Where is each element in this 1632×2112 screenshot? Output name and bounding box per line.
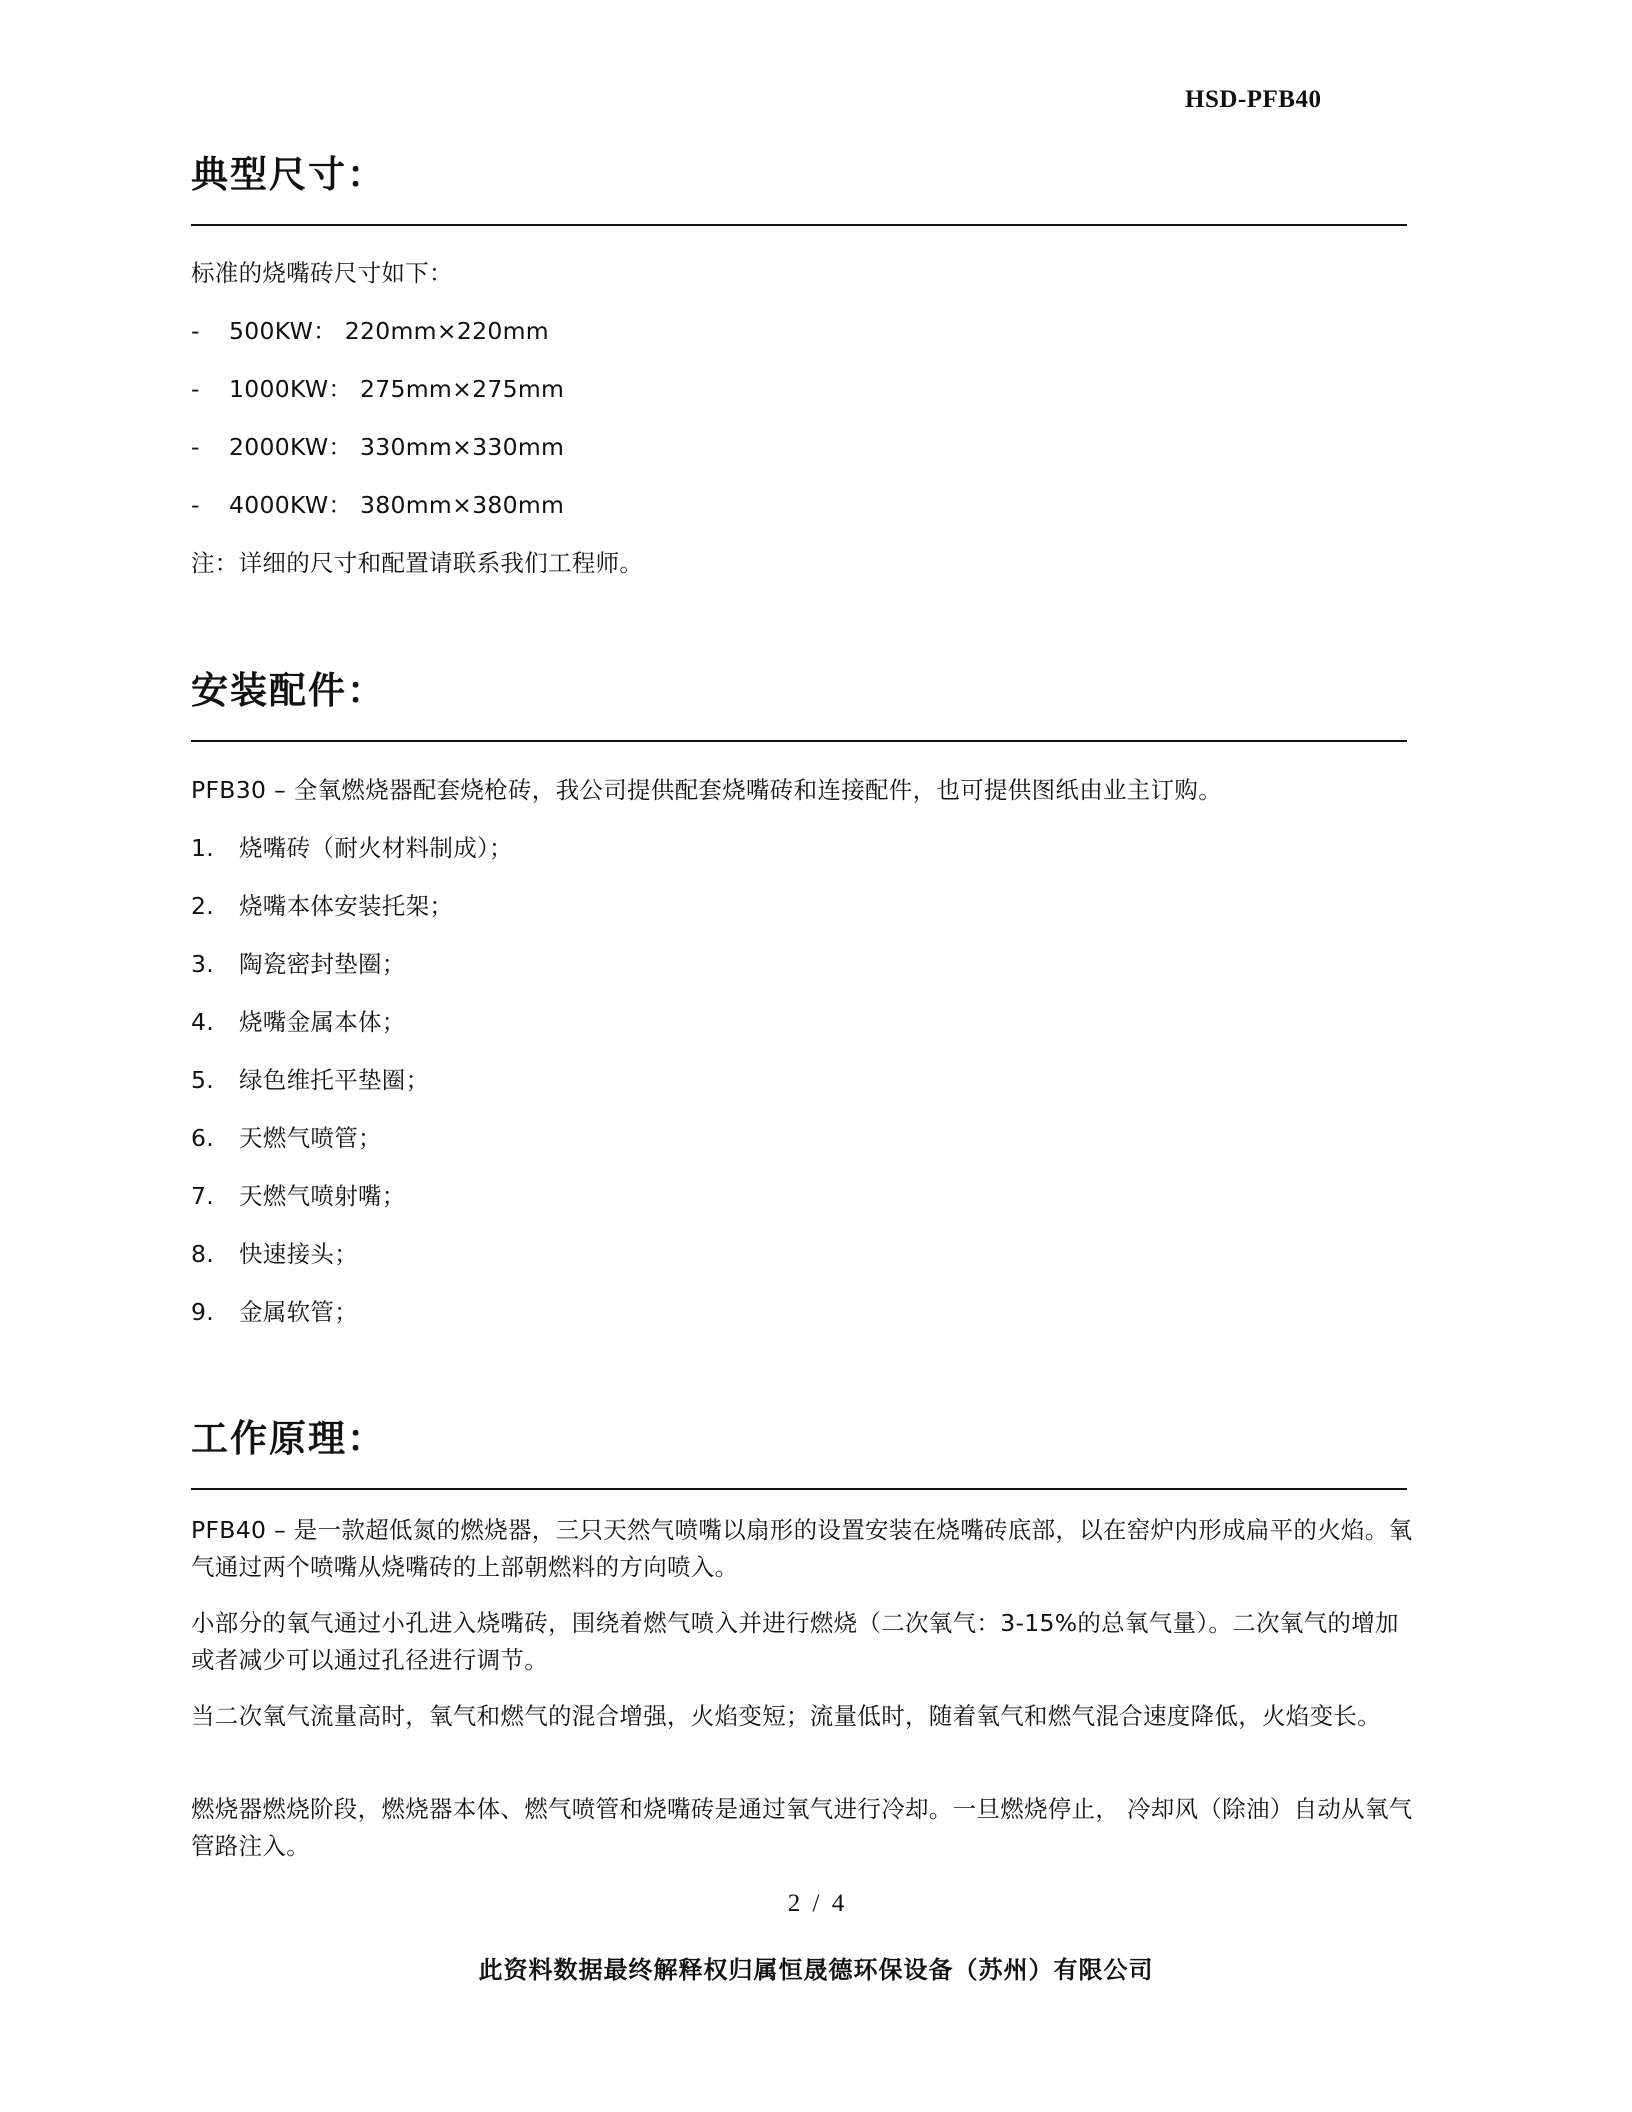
list-item [191,1061,429,1095]
list-bullet: - [191,491,200,519]
list-item-text: 500KW： 220mm×220mm [229,317,549,345]
list-number: 1. [191,834,215,862]
paragraph: 小部分的氧气通过小孔进入烧嘴砖，围绕着燃气喷入并进行燃烧（二次氧气：3-15%的总氧气量）。二次氧气的增加或者减少可以通过孔径进行调节。 [191,1609,1399,1674]
list-item-text: 天燃气喷管； [239,1124,382,1152]
paragraph: PFB40 – 是一款超低氮的燃烧器，三只天然气喷嘴以扇形的设置安装在烧嘴砖底部，以在窑炉内形成扁平的火焰。氧气通过两个喷嘴从烧嘴砖的上部朝燃料的方向喷入。 [191,1516,1413,1581]
list-item [191,887,453,921]
list-number: 4. [191,1008,215,1036]
list-item [191,312,549,346]
list-item [191,1235,358,1269]
list-item [191,486,564,520]
list-item-text: 1000KW： 275mm×275mm [229,375,565,403]
list-item-text: 陶瓷密封垫圈； [239,950,406,978]
dimensions-intro: 标准的烧嘴砖尺寸如下： [191,259,453,287]
section-title-accessories: 安装配件： [191,669,386,712]
paragraph: 燃烧器燃烧阶段，燃烧器本体、燃气喷管和烧嘴砖是通过氧气进行冷却。一旦燃烧停止， 冷却风（除油）自动从氧气管路注入。 [191,1795,1413,1860]
list-number: 8. [191,1240,215,1268]
list-item [191,370,564,404]
section-divider [191,224,1407,226]
paragraph: 当二次氧气流量高时，氧气和燃气的混合增强，火焰变短；流量低时，随着氧气和燃气混合速度降低，火焰变长。 [191,1702,1381,1730]
list-number: 9. [191,1298,215,1326]
accessories-intro: PFB30 – 全氧燃烧器配套烧枪砖，我公司提供配套烧嘴砖和连接配件，也可提供图纸由业主订购。 [191,776,1223,804]
document-code: HSD-PFB40 [1185,86,1322,113]
list-item-text: 天燃气喷射嘴； [239,1182,406,1210]
list-item-text: 金属软管； [239,1298,358,1326]
list-item-text: 烧嘴本体安装托架； [239,892,454,920]
list-item [191,428,564,462]
list-number: 5. [191,1066,215,1094]
list-item-text: 绿色维托平垫圈； [239,1066,430,1094]
list-item [191,1293,358,1327]
list-item-text: 快速接头； [239,1240,358,1268]
section-divider [191,740,1407,742]
list-item-text: 烧嘴金属本体； [239,1008,406,1036]
page-number: 2 / 4 [787,1890,845,1917]
list-bullet: - [191,317,200,345]
list-item-text: 烧嘴砖（耐火材料制成）； [239,834,513,862]
list-item-text: 2000KW： 330mm×330mm [229,433,565,461]
list-item [191,1003,406,1037]
list-number: 7. [191,1182,215,1210]
section-divider [191,1488,1407,1490]
list-bullet: - [191,375,200,403]
footer-copyright: 此资料数据最终解释权归属恒晟德环保设备（苏州）有限公司 [478,1955,1154,1984]
list-number: 2. [191,892,215,920]
list-item-text: 4000KW： 380mm×380mm [229,491,565,519]
list-item [191,1119,382,1153]
section-title-principle: 工作原理： [191,1417,386,1460]
list-item [191,829,513,863]
list-item [191,945,406,979]
section-title-dimensions: 典型尺寸： [191,153,386,196]
list-bullet: - [191,433,200,461]
dimensions-note: 注：详细的尺寸和配置请联系我们工程师。 [191,549,644,577]
list-item [191,1177,406,1211]
list-number: 6. [191,1124,215,1152]
list-number: 3. [191,950,215,978]
